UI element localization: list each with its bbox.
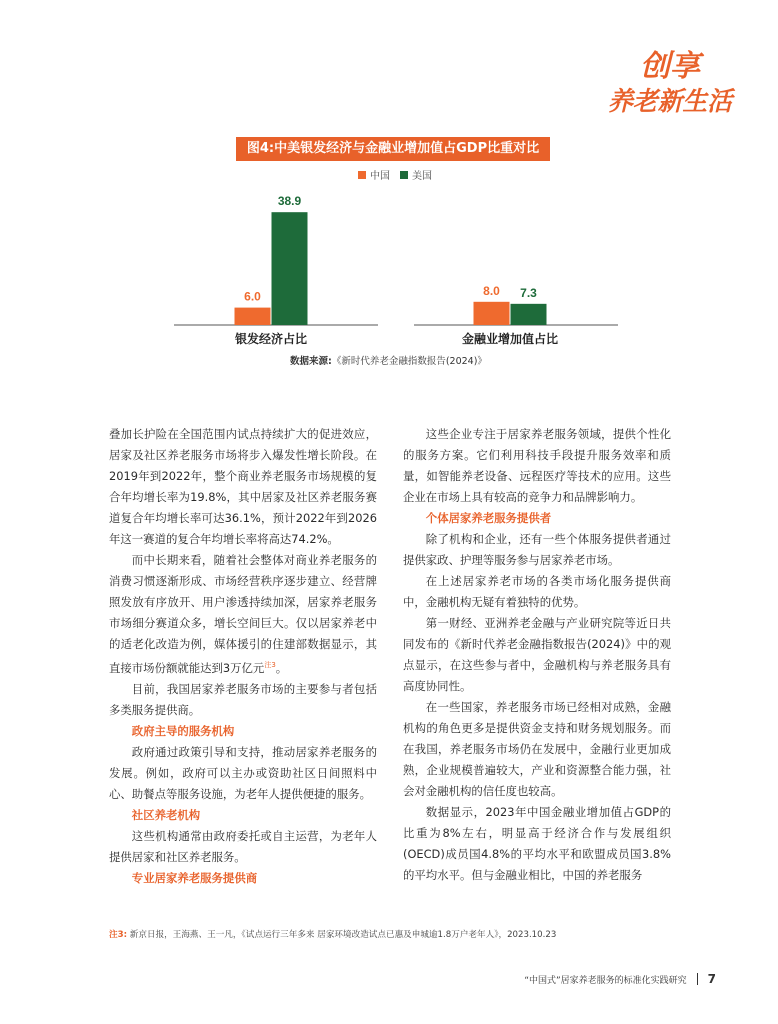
data-label: 6.0 <box>244 289 261 304</box>
legend-label-usa: 美国 <box>412 171 432 182</box>
paragraph: 政府通过政策引导和支持，推动居家养老服务的发展。例如，政府可以主办或资助社区日间照料中心、助餐点等服务设施，为老年人提供便捷的服务。 <box>109 744 377 801</box>
section-subheading: 社区养老机构 <box>131 807 201 822</box>
paragraph-text: 而中长期来看，随着社会整体对商业养老服务的消费习惯逐渐形成、市场经营秩序逐步建立、经营牌照发放有序放开、用户渗透持续加深，居家养老服务市场细分赛道众多，增长空间巨大。仅以居家养老中的适老化改造为例，媒体援引的住建部数据显示，其直接市场份额就能达到3万亿元 <box>109 553 377 675</box>
bar-chart <box>0 0 778 360</box>
paragraph: 第一财经、亚洲养老金融与产业研究院等近日共同发布的《新时代养老金融指数报告(2024)》中的观点显示，在这些参与者中，金融机构与养老服务具有高度协同性。 <box>403 616 671 693</box>
data-source <box>290 353 487 367</box>
figure-title: 图4:中美银发经济与金融业增加值占GDP比重对比 <box>236 137 550 161</box>
paragraph: 这些企业专注于居家养老服务领域，提供个性化的服务方案。它们利用科技手段提升服务效率和质量，如智能养老设备、远程医疗等技术的应用。这些企业在市场上具有较高的竞争力和品牌影响力。 <box>403 427 671 504</box>
logo-line1: 创享 <box>640 49 700 84</box>
footer-title: “中国式”居家养老服务的标准化实践研究 <box>524 976 687 986</box>
footnote <box>109 928 556 940</box>
paragraph <box>109 550 377 679</box>
footer-divider <box>697 973 698 985</box>
paragraph: 在上述居家养老市场的各类市场化服务提供商中，金融机构无疑有着独特的优势。 <box>403 574 671 609</box>
data-label: 8.0 <box>483 283 500 298</box>
paragraph: 数据显示，2023年中国金融业增加值占GDP的比重为8%左右，明显高于经济合作与发展组织(OECD)成员国4.8%的平均水平和欧盟成员国3.8%的平均水平。但与金融业相比，中国的养老服务 <box>403 805 671 882</box>
page-number: 7 <box>707 972 716 986</box>
paragraph: 这些机构通常由政府委托或自主运营，为老年人提供居家和社区养老服务。 <box>109 828 377 864</box>
bar-china <box>474 302 510 325</box>
logo-line2: 养老新生活 <box>608 87 736 117</box>
paragraph: 叠加长护险在全国范围内试点持续扩大的促进效应，居家及社区养老服务市场将步入爆发性增长阶段。在2019年到2022年，整个商业养老服务市场规模的复合年均增长率为19.8%，其中居家及社区养老服务赛道复合年均增长率可达36.1%，预计2022年到2026年这一赛道的复合年均增长率将高达74.2%。 <box>109 427 377 546</box>
left-column <box>109 424 377 889</box>
footnote-text: 新京日报，王海燕、王一凡，《试点运行三年多来 居家环境改造试点已惠及申城逾1.8万户老年人》，2023.10.23 <box>129 930 557 940</box>
category-label: 金融业增加值占比 <box>461 332 559 346</box>
paragraph-tail: 。 <box>275 660 288 675</box>
bar-usa <box>511 304 547 325</box>
legend-label-china: 中国 <box>370 171 390 182</box>
data-label: 7.3 <box>520 285 537 300</box>
right-column <box>403 424 671 886</box>
source-text: 《新时代养老金融指数报告(2024)》 <box>331 356 487 367</box>
source-label: 数据来源: <box>290 356 332 367</box>
paragraph: 除了机构和企业，还有一些个体服务提供者通过提供家政、护理等服务参与居家养老市场。 <box>403 532 671 567</box>
paragraph: 在一些国家，养老服务市场已经相对成熟，金融机构的角色更多是提供资金支持和财务规划服务。而在我国，养老服务市场仍在发展中，金融行业更加成熟，企业规模普遍较大，产业和资源整合能力强，社会对金融机构的信任度也较高。 <box>403 700 671 798</box>
bar-china <box>235 308 271 325</box>
data-label: 38.9 <box>277 194 302 209</box>
page-footer <box>524 972 716 986</box>
section-subheading: 专业居家养老服务提供商 <box>131 870 258 885</box>
bar-usa <box>272 212 308 325</box>
footnote-tag: 注3: <box>109 930 128 940</box>
footnote-ref: 注3 <box>264 661 276 669</box>
section-subheading: 政府主导的服务机构 <box>131 723 235 738</box>
paragraph: 目前，我国居家养老服务市场的主要参与者包括多类服务提供商。 <box>109 681 377 717</box>
category-label: 银发经济占比 <box>234 332 308 346</box>
section-subheading: 个体居家养老服务提供者 <box>425 511 552 525</box>
